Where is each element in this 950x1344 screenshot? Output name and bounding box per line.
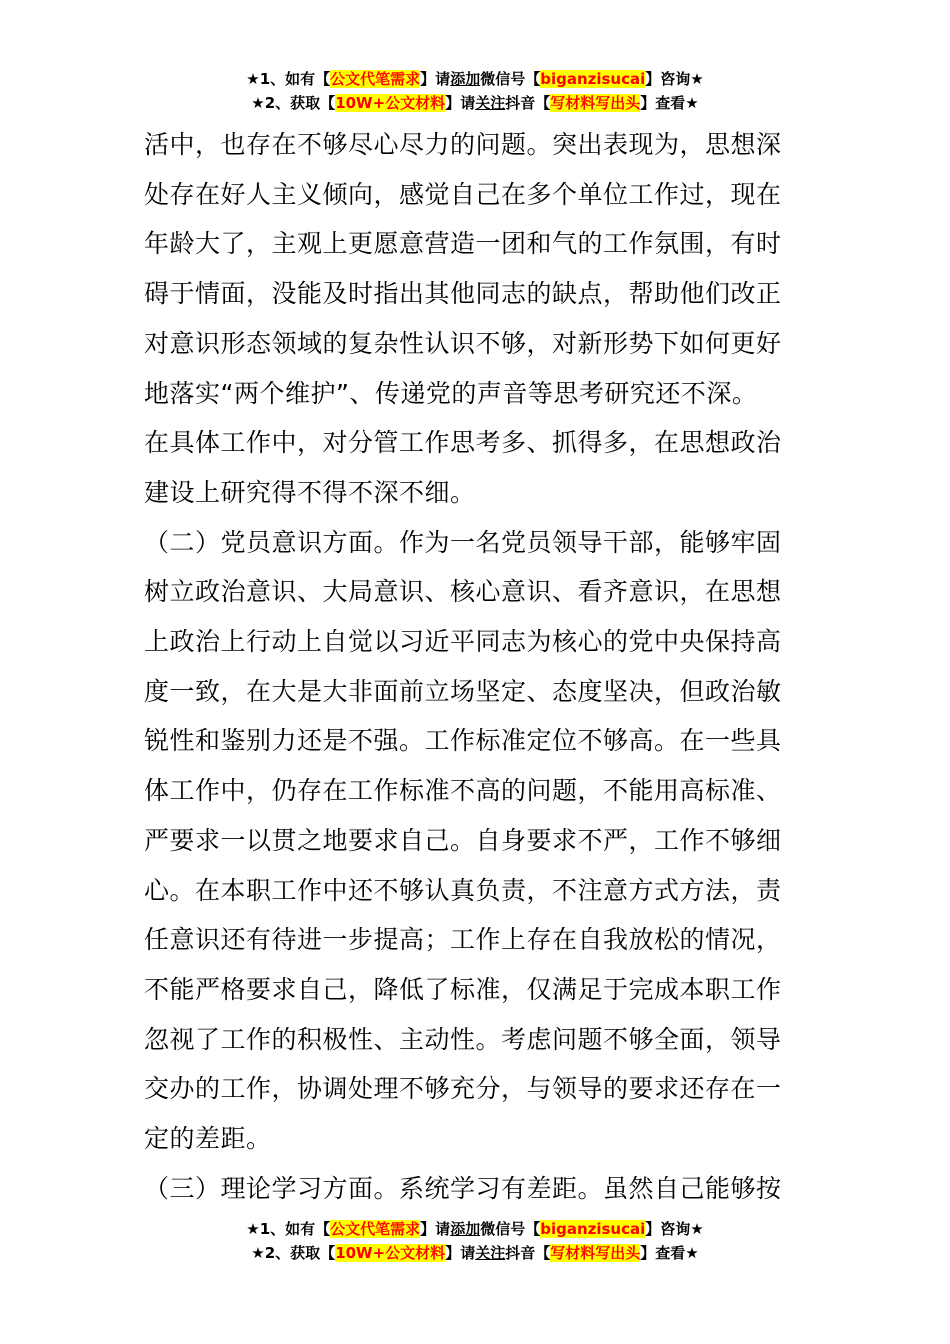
banner-text: 抖音【	[505, 94, 551, 112]
banner-line-1	[0, 67, 950, 91]
highlight-materials: 10W+公文材料	[335, 1244, 446, 1262]
highlight-douyin-account: 写材料写出头	[550, 1244, 641, 1262]
body-line: 忽视了工作的积极性、主动性。考虑问题不够全面，领导	[144, 1024, 782, 1054]
body-line: 交办的工作，协调处理不够充分，与领导的要求还存在一	[144, 1074, 782, 1104]
header-banner	[0, 67, 950, 115]
body-line: 锐性和鉴别力还是不强。工作标准定位不够高。在一些具	[144, 726, 782, 756]
banner-text: 】查看★	[640, 1244, 699, 1262]
document-body	[144, 120, 808, 1213]
banner-underlined-text: 关注	[475, 94, 506, 112]
body-line: 定的差距。	[144, 1124, 272, 1154]
highlight-wechat-id: biganzisucai	[540, 70, 646, 88]
body-line: 处存在好人主义倾向，感觉自己在多个单位工作过，现在	[144, 179, 782, 209]
body-line: 上政治上行动上自觉以习近平同志为核心的党中央保持高	[144, 627, 782, 657]
body-line: 地落实“两个维护”、传递党的声音等思考研究还不深。	[144, 378, 758, 408]
banner-text: 】请	[420, 1220, 451, 1238]
banner-underlined-text: 添加	[450, 70, 481, 88]
banner-text: ★1、如有【	[246, 70, 331, 88]
banner-text: 】咨询★	[645, 70, 704, 88]
banner-text: 】请	[445, 94, 476, 112]
body-line: 不能严格要求自己，降低了标准，仅满足于完成本职工作	[144, 974, 782, 1004]
banner-text: ★2、获取【	[251, 1244, 336, 1262]
banner-line-1	[0, 1217, 950, 1241]
body-line: 严要求一以贯之地要求自己。自身要求不严，工作不够细	[144, 825, 782, 855]
banner-text: 抖音【	[505, 1244, 551, 1262]
highlight-materials: 10W+公文材料	[335, 94, 446, 112]
highlight-douyin-account: 写材料写出头	[550, 94, 641, 112]
body-line: 树立政治意识、大局意识、核心意识、看齐意识，在思想	[144, 577, 782, 607]
body-line: 度一致，在大是大非面前立场坚定、态度坚决，但政治敏	[144, 676, 782, 706]
body-line: 建设上研究得不得不深不细。	[144, 477, 476, 507]
banner-underlined-text: 关注	[475, 1244, 506, 1262]
banner-underlined-text: 添加	[450, 1220, 481, 1238]
section-heading-line: （二）党员意识方面。作为一名党员领导干部，能够牢固	[144, 527, 782, 557]
banner-line-2	[0, 1241, 950, 1265]
banner-text: 】请	[445, 1244, 476, 1262]
highlight-wechat-id: biganzisucai	[540, 1220, 646, 1238]
body-line: 在具体工作中，对分管工作思考多、抓得多，在思想政治	[144, 428, 782, 458]
highlight-service: 公文代笔需求	[330, 1220, 421, 1238]
body-line: 年龄大了，主观上更愿意营造一团和气的工作氛围，有时	[144, 229, 782, 259]
body-line: 体工作中，仍存在工作标准不高的问题，不能用高标准、	[144, 776, 782, 806]
body-line: 碍于情面，没能及时指出其他同志的缺点，帮助他们改正	[144, 279, 782, 309]
banner-text: 微信号【	[480, 1220, 541, 1238]
footer-banner	[0, 1217, 950, 1265]
body-line: 任意识还有待进一步提高；工作上存在自我放松的情况，	[144, 925, 782, 955]
banner-text: 】请	[420, 70, 451, 88]
highlight-service: 公文代笔需求	[330, 70, 421, 88]
banner-text: 】咨询★	[645, 1220, 704, 1238]
body-line: 活中，也存在不够尽心尽力的问题。突出表现为，思想深	[144, 130, 782, 159]
body-line: 心。在本职工作中还不够认真负责，不注意方式方法，责	[144, 875, 782, 905]
banner-text: ★1、如有【	[246, 1220, 331, 1238]
banner-text: ★2、获取【	[251, 94, 336, 112]
banner-line-2	[0, 91, 950, 115]
body-line: 对意识形态领域的复杂性认识不够，对新形势下如何更好	[144, 328, 782, 358]
banner-text: 微信号【	[480, 70, 541, 88]
section-heading-line: （三）理论学习方面。系统学习有差距。虽然自己能够按	[144, 1173, 782, 1203]
banner-text: 】查看★	[640, 94, 699, 112]
